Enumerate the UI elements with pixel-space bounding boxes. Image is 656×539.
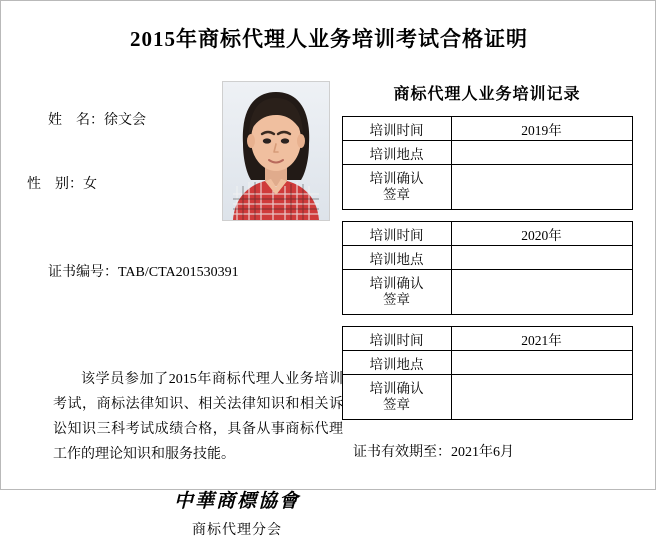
training-record-table [342, 116, 633, 210]
table-row [342, 222, 632, 246]
training-record-title: 商标代理人业务培训记录 [393, 86, 581, 103]
row-label: 培训地点 [342, 246, 451, 270]
row-value [451, 165, 632, 210]
row-label-line1: 培训确认 [369, 171, 424, 186]
table-row [342, 117, 632, 141]
row-label: 培训时间 [342, 327, 451, 351]
table-row [342, 246, 632, 270]
table-row [342, 141, 632, 165]
name-value: 徐文会 [104, 113, 146, 128]
right-column [339, 81, 635, 431]
name-label: 姓 名： [48, 113, 104, 128]
cert-number-label: 证书编号： [48, 265, 118, 280]
row-label-line2: 签章 [383, 292, 410, 307]
row-value [451, 246, 632, 270]
portrait-photo-icon [223, 82, 329, 220]
page-title: 2015年商标代理人业务培训考试合格证明 [130, 27, 528, 51]
row-value [451, 351, 632, 375]
issuer-branch: 商标代理分会 [192, 523, 282, 538]
row-label-line2: 签章 [383, 187, 410, 202]
avatar [222, 81, 330, 221]
row-label [342, 375, 451, 420]
row-label: 培训时间 [342, 222, 451, 246]
row-label: 培训地点 [342, 351, 451, 375]
issuer-name: 中華商標協會 [173, 491, 300, 512]
validity-text: 证书有效期至：2021年6月 [353, 445, 514, 460]
table-row [342, 165, 632, 210]
row-value [451, 270, 632, 315]
issuer-seal [147, 486, 327, 539]
table-row [342, 351, 632, 375]
name-row [27, 93, 146, 145]
row-label [342, 165, 451, 210]
row-value: 2021年 [451, 327, 632, 351]
row-label-line2: 签章 [383, 397, 410, 412]
row-value: 2020年 [451, 222, 632, 246]
gender-row: 性 别：女 [27, 177, 97, 192]
table-row [342, 270, 632, 315]
row-label-line1: 培训确认 [369, 381, 424, 396]
row-value: 2019年 [451, 117, 632, 141]
row-label: 培训时间 [342, 117, 451, 141]
row-value [451, 375, 632, 420]
row-label: 培训地点 [342, 141, 451, 165]
table-row [342, 327, 632, 351]
cert-number-value: TAB/CTA201530391 [118, 265, 239, 280]
training-record-table [342, 221, 633, 315]
table-row [342, 375, 632, 420]
row-label-line1: 培训确认 [369, 276, 424, 291]
certificate-statement: 该学员参加了2015年商标代理人业务培训考试，商标法律知识、相关法律知识和相关诉讼知识三科考试成绩合格，具备从事商标代理工作的理论知识和服务技能。 [53, 372, 343, 462]
row-value [451, 141, 632, 165]
cert-number-row [27, 245, 239, 297]
training-record-table [342, 326, 633, 420]
row-label [342, 270, 451, 315]
